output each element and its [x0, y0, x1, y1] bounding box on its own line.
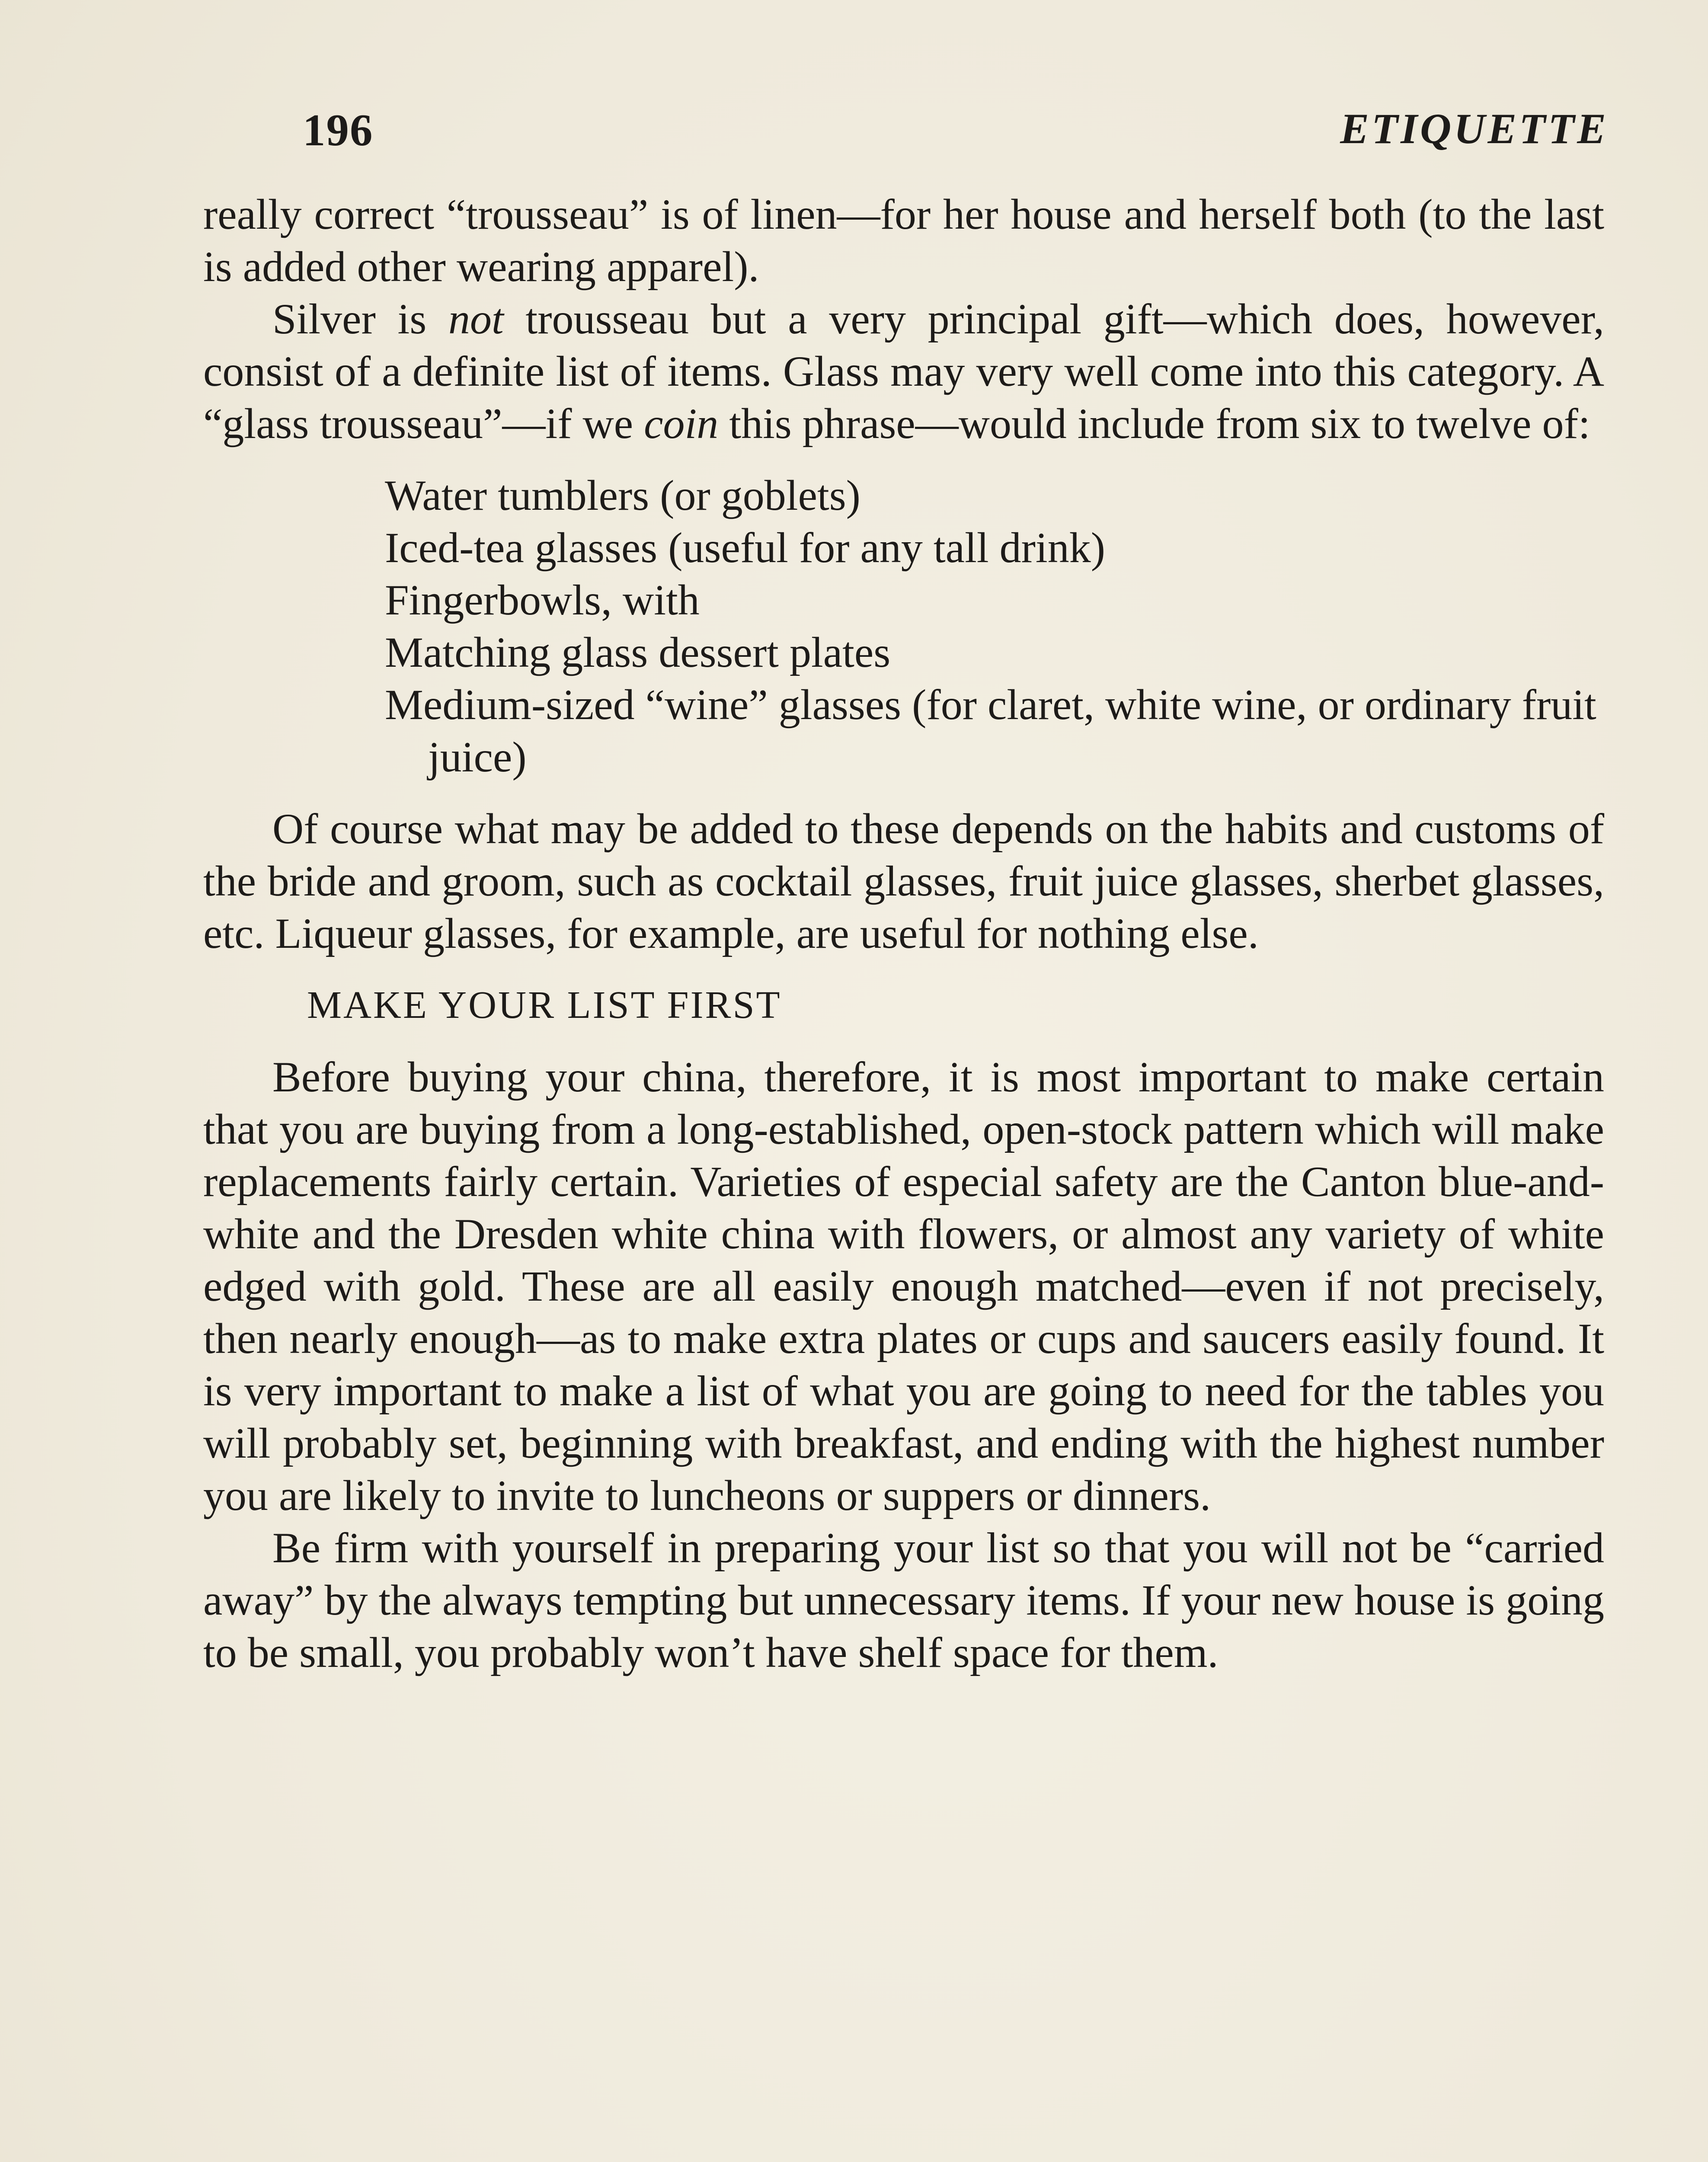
list-item: Water tumblers (or goblets): [385, 471, 860, 519]
running-head: ETIQUETTE: [1340, 105, 1609, 153]
paragraph-of-course: Of course what may be added to these depends on the habits and customs of the bride and groom, such as cocktail glasses, fruit juice glasses, sherbet glasses, etc. Liqueur glasses, for example, are useful for nothing else.: [203, 805, 1604, 957]
paragraph-silver-part-a: Silver is: [272, 295, 448, 343]
list-item: Fingerbowls, with: [385, 576, 700, 624]
paragraph-trousseau-linen: really correct “trousseau” is of linen—for her house and herself both (to the last is added other wearing apparel).: [203, 190, 1604, 291]
list-item: Medium-sized “wine” glasses (for claret, white wine, or ordinary fruit juice): [385, 681, 1596, 781]
paragraph-silver-part-c: this phrase—would include from six to twelve of:: [718, 400, 1590, 448]
emphasis-not: not: [448, 295, 504, 343]
paragraph-before-buying: Before buying your china, therefore, it is most important to make certain that you are buying from a long-established, open-stock pattern which will make replacements fairly certain. Varieties of especial safety are the Canton blue-and-white and the Dresden white china with flowers, or almost any variety of white edged with gold. These are all easily enough matched—even if not precisely, then nearly enough—as to make extra plates or cups and saucers easily found. It is very important to make a list of what you are going to need for the tables you will probably set, beginning with breakfast, and ending with the highest number you are likely to invite to luncheons or suppers or dinners.: [203, 1053, 1604, 1519]
list-item: Iced-tea glasses (useful for any tall drink): [385, 524, 1106, 572]
emphasis-coin: coin: [644, 400, 719, 448]
paragraph-be-firm: Be firm with yourself in preparing your list so that you will not be “carried away” by the always tempting but unnecessary items. If your new house is going to be small, you probably won’t have shelf space for them.: [203, 1524, 1604, 1676]
paragraph-silver-part-b: trousseau but a very principal gift—which does, however, consist of a definite list of items. Glass may very well come into this category. A “glass trousseau”—if we: [203, 295, 1604, 448]
list-item: Matching glass dessert plates: [385, 628, 891, 676]
page-number: 196: [303, 105, 374, 155]
body-text: [203, 188, 1604, 1679]
glass-trousseau-list: [385, 469, 1604, 783]
section-heading: MAKE YOUR LIST FIRST: [307, 984, 782, 1027]
page-header: [303, 104, 1609, 182]
paragraph-silver: [203, 293, 1604, 450]
